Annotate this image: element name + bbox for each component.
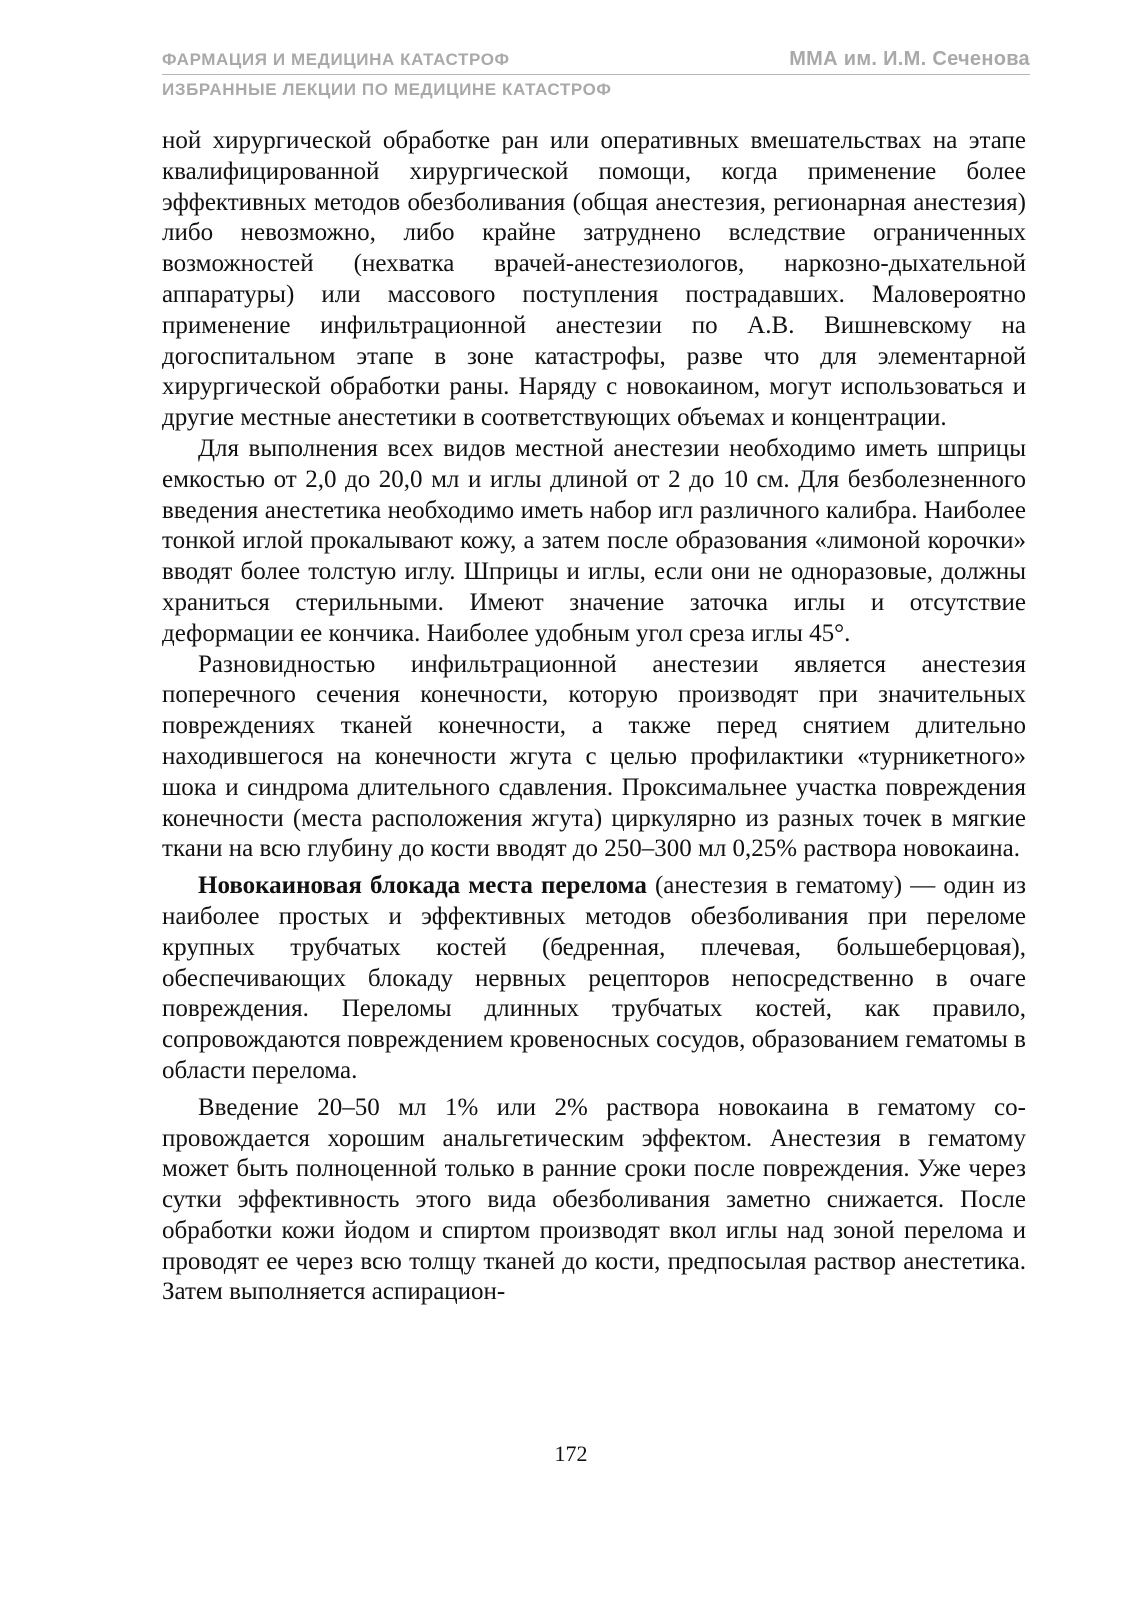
term-fracture-block: Новокаиновая блокада места перелома (198, 872, 647, 900)
main-text (162, 126, 1026, 1308)
header-institution: ММА им. И.М. Сеченова (789, 48, 1030, 70)
running-header (162, 48, 1030, 100)
header-row (162, 48, 1030, 75)
page-number: 172 (554, 1441, 588, 1466)
paragraph-continuation: ной хирургической обработке ран или оперативных вмешательствах на этапе квалифицированной хирургической помощи, когда применение более эффективных методов обезболивания (общая анестезия, регионарная анестезия) либо невозможно, либо крайне затруднено вследствие ограниченных возможностей (нехватка врачей-анестезиологов, наркозно-дыхательной аппаратуры) или массового поступления пострадавших. Маловероятно применение инфильтрационной анестезии по А.В. Вишневскому на догоспитальном этапе в зоне катастрофы, разве что для элементарной хирургической обработки раны. Наряду с новокаином, могут использоваться и другие местные анестетики в соответствующих объемах и концентрации. (162, 127, 1026, 432)
header-book-title: ФАРМАЦИЯ И МЕДИЦИНА КАТАСТРОФ (162, 50, 510, 69)
header-subtitle: ИЗБРАННЫЕ ЛЕКЦИИ ПО МЕДИЦИНЕ КАТАСТРОФ (162, 80, 612, 99)
paragraph-fracture-block (162, 871, 1026, 1087)
paragraph-syringes: Для выполнения всех видов местной анестезии необходимо иметь шприцы емкостью от 2,0 до 20,0 мл и иглы длиной от 2 до 10 см. Для безболезненного введения анестетика необходимо иметь набор игл различного калибра. Наиболее тонкой иглой прокалывают кожу, а затем после образования «лимоной корочки» вводят более толстую иглу. Шприцы и иглы, если они не одноразовые, должны храниться стерильными. Имеют значение заточка иглы и отсутствие деформации ее кончика. Наиболее удобным угол среза иглы 45°. (162, 434, 1026, 647)
paragraph-cross-section-anesthesia: Разновидностью инфильтрационной анестезии является анестезия поперечного сечения конечности, которую производят при значительных повреждениях тканей конечности, а также перед снятием длительно находившегося на конечности жгута с целью профилактики «турникетного» шока и синдрома длительного сдавления. Проксимальнее участка повреждения конечности (места расположения жгута) циркулярно из разных точек в мягкие ткани на всю глубину до кости вводят до 250–300 мл 0,25% раствора новокаина. (162, 650, 1026, 863)
paragraph-hematoma-injection: Введение 20–50 мл 1% или 2% раствора новокаина в гематому сопровождается хорошим анальгетическим эффектом. Анестезия в гематому может быть полноценной только в ранние сроки после повреждения. Уже через сутки эффективность этого вида обезболивания заметно снижается. После обработки кожи йодом и спиртом производят вкол иглы над зоной перелома и проводят ее через всю толщу тканей до кости, предпосылая раствор анестетика. Затем выполняется аспирацион- (162, 1093, 1026, 1306)
fracture-block-text: (анестезия в гематому) — один из наиболее простых и эффективных методов обезболивания при переломе крупных трубчатых костей (бедренная, плечевая, большеберцовая), обеспечивающих блокаду нервных рецепторов непосредственно в очаге повреждения. Переломы длинных трубчатых костей, как правило, сопровождаются повреждением кровеносных сосудов, образованием гематомы в области перелома. (162, 872, 1026, 1084)
